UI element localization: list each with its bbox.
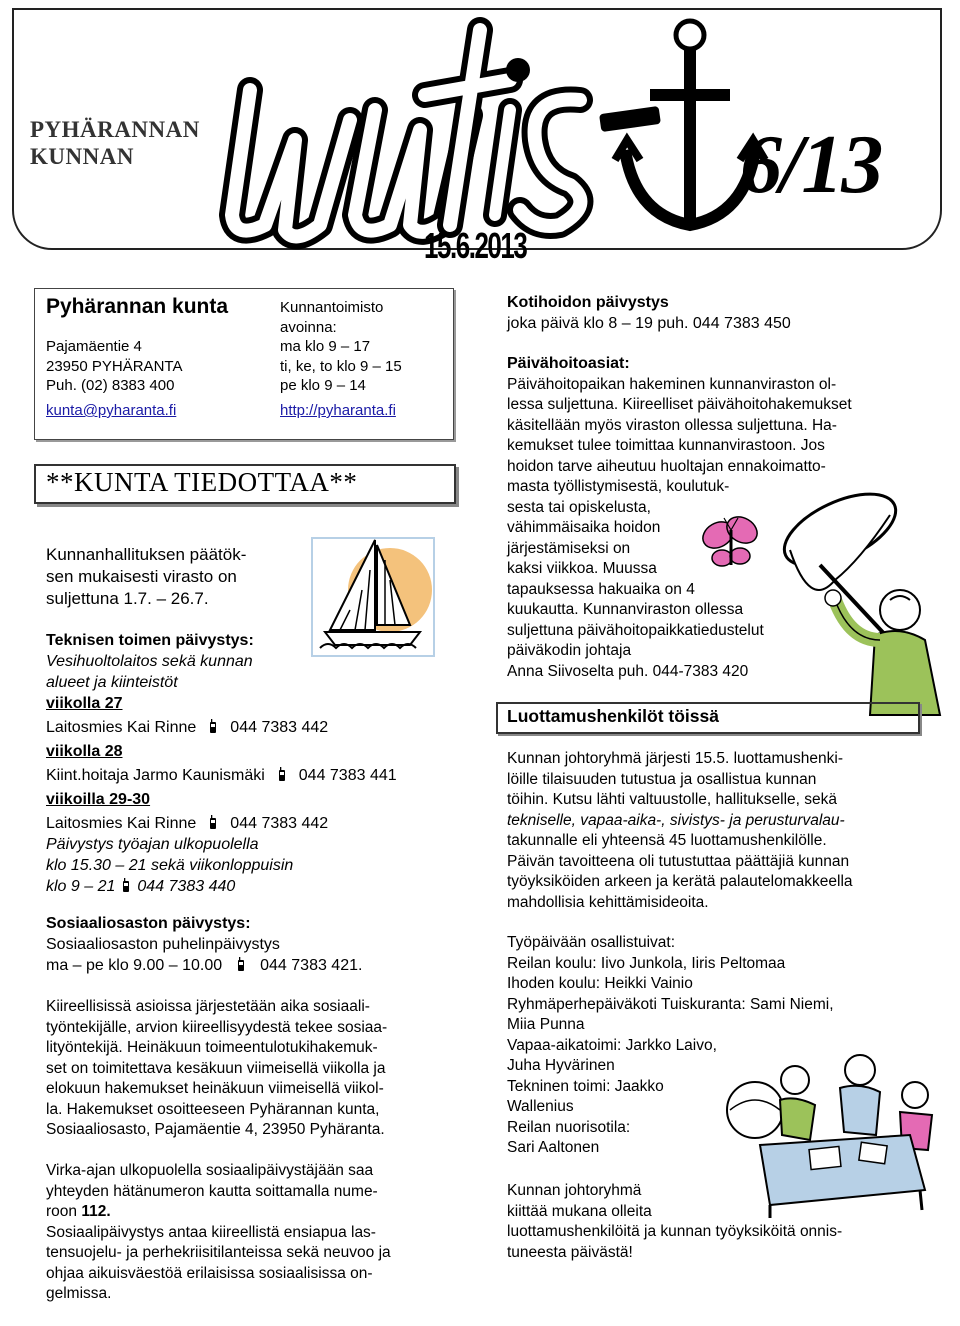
emergency-paragraph: Virka-ajan ulkopuolella sosiaalipäivystäjään saa yhteyden hätänumeron kautta soittamalla nume- roon 112. Sosiaalipäivystys antaa kiireellistä ensiapua las- tensuojelu- ja perhekriisitilanteissa sekä neuvoo ja ohjaa aikuisväestöä erilaisissa sosiaalisissa on- gelmissa. bbox=[46, 1162, 391, 1302]
municipality-logo: PYHÄRANNAN KUNNAN bbox=[30, 117, 200, 169]
phone-icon bbox=[277, 767, 287, 782]
phone-icon bbox=[236, 957, 246, 972]
social-urgent-paragraph: Kiireellisissä asioissa järjestetään aika sosiaali- työntekijälle, arvion kiireellisyydestä tekee sosiaa- lityöntekijä. Heinäkuun toimeentulotukihakemuk- set on toimitettava kesäkuun viimeisellä viikolla ja elokuun hakemukset heinäkuun viimeisellä viikol- la. Hakemukset osoitteeseen Pyhärannan kunta, Sosiaaliosasto, Pajamäentie 4, 23950 Pyhäranta. bbox=[46, 998, 388, 1138]
participants-list: Työpäivään osallistuivat: Reilan koulu: Iivo Junkola, Iiris Peltomaa Ihoden koulu: Heikki Vainio Ryhmäperhepäiväkoti Tuiskuranta: Sami Niemi, Miia Punna Vapaa-aikatoimi: Jarkko Laivo, Juha Hyvärinen Tekninen toimi: Jaakko Wallenius Reilan nuorisotila: Sari Aaltonen bbox=[507, 934, 834, 1156]
social-duty: Sosiaaliosaston päivystys: Sosiaaliosaston puhelinpäivystys ma – pe klo 9.00 – 10.00 044 7383 421. bbox=[46, 915, 363, 974]
phone-icon bbox=[208, 815, 218, 830]
masthead-wordmark bbox=[210, 0, 770, 260]
phone-icon bbox=[208, 719, 218, 734]
section-title: **KUNTA TIEDOTTAA** bbox=[46, 467, 358, 497]
contact-name: Pyhärannan kunta bbox=[46, 295, 229, 318]
trust-paragraph: Kunnan johtoryhmä järjesti 15.5. luottamushenki- löille tilaisuuden tutustua ja osallistua kunnan töihin. Kutsu lähti valtuustolle, hallitukselle, sekä tekniselle, vapaa-aika-, sivistys- ja perusturvalau- takunnalle eli yhteensä 45 luottamushenkilölle. Päivän tavoitteena oli tutustuttaa päättäjiä kunnan työyksiköiden arkeen ja kerätä palautelomakkeella mahdollisia kehittämisideoita. bbox=[507, 750, 853, 911]
trust-title: Luottamushenkilöt töissä bbox=[507, 706, 719, 726]
office-hours: Kunnantoimisto avoinna: ma klo 9 – 17 ti, ke, to klo 9 – 15 pe klo 9 – 14 bbox=[280, 299, 402, 394]
home-care: Kotihoidon päivystys joka päivä klo 8 – 19 puh. 044 7383 450 bbox=[507, 294, 791, 332]
contact-address: Pajamäentie 4 23950 PYHÄRANTA Puh. (02) 8383 400 bbox=[46, 338, 183, 394]
issue-number: 6/13 bbox=[740, 118, 882, 211]
phone-icon bbox=[121, 878, 131, 893]
butterfly-net-illustration bbox=[700, 490, 950, 720]
closure-notice: Kunnanhallituksen päätök- sen mukaisesti virasto on suljettuna 1.7. – 26.7. bbox=[46, 545, 247, 608]
issue-date: 15.6.2013 bbox=[424, 225, 527, 266]
thanks-paragraph: Kunnan johtoryhmä kiittää mukana olleita luottamushenkilöitä ja kunnan työyksiköitä onnis- tuneesta päivästä! bbox=[507, 1182, 843, 1261]
technical-duty: Teknisen toimen päivystys: Vesihuoltolaitos sekä kunnan alueet ja kiinteistöt viikolla 27 Laitosmies Kai Rinne 044 7383 442 viikolla 28 Kiint.hoitaja Jarmo Kaunismäki 044 7383 441 viikoilla 29-30 Laitosmies Kai Rinne 044 7383 442 Päivystys työajan ulkopuolella klo 15.30 – 21 sekä viikonloppuisin klo 9 – 21 044 7383 440 bbox=[46, 632, 397, 895]
daycare: Päivähoitoasiat: Päivähoitopaikan hakeminen kunnanviraston ol- lessa suljettuna. Kiireelliset päivähoitohakemukset käsitellään myös viraston ollessa suljettuna. Ha- kemukset tulee toimittaa kunnanvirastoon. Jos hoidon tarve aiheutuu huoltajan ennakoimatto- masta työllistymisestä, koulutuk- sesta tai opiskelusta, vähimmäisaika hoidon järjestämiseksi on kaksi viikkoa. Muussa tapauksessa hakuaika on 4 kuukautta. Kunnanviraston ollessa suljettuna päivähoitopaikkatiedustelut päiväkodin johtaja Anna Siivoselta puh. 044-7383 420 bbox=[507, 355, 852, 680]
website-link[interactable]: http://pyharanta.fi bbox=[280, 402, 396, 419]
email-link[interactable]: kunta@pyharanta.fi bbox=[46, 402, 177, 419]
